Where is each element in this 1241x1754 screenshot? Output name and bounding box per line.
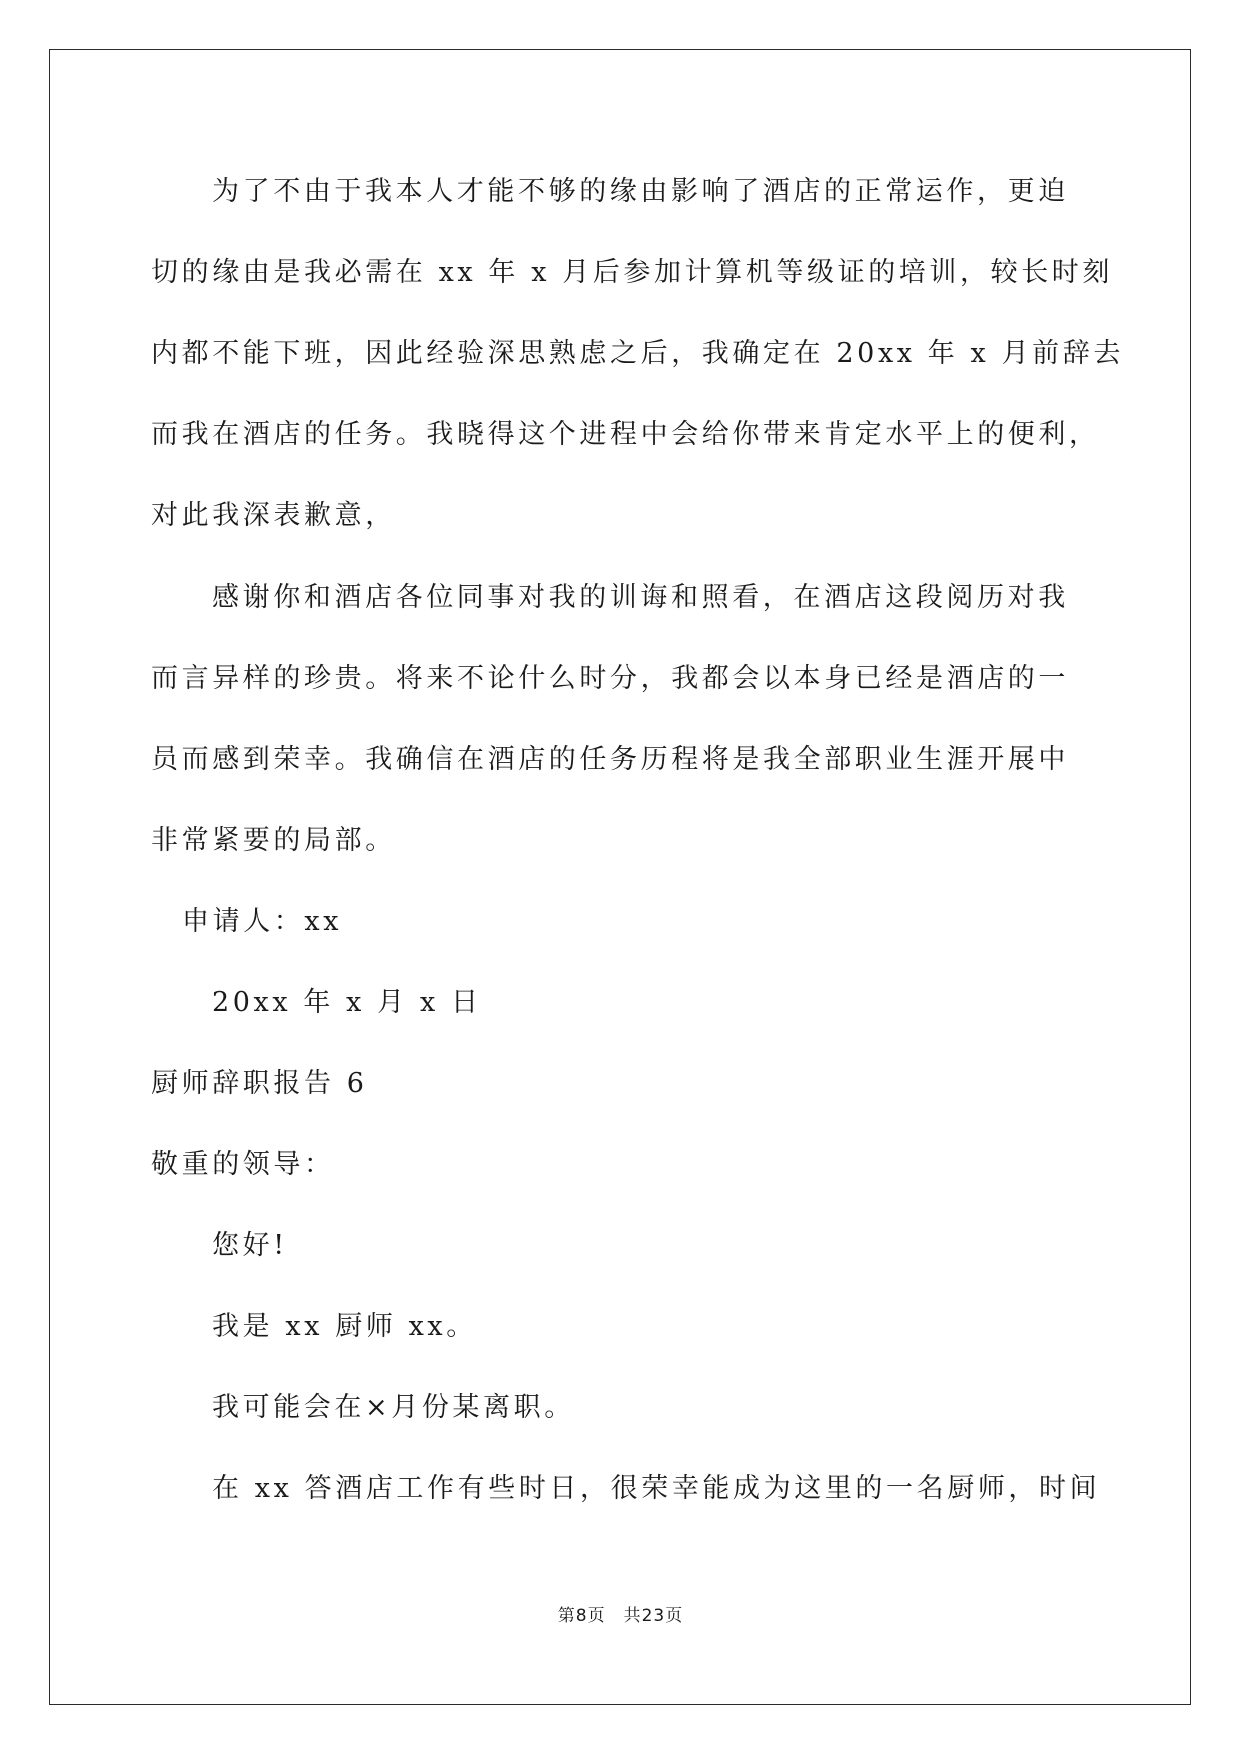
- section-title: 厨师辞职报告 6: [151, 1068, 368, 1099]
- paragraph-line: 员而感到荣幸。我确信在酒店的任务历程将是我全部职业生涯开展中: [151, 744, 1069, 775]
- paragraph-line: 内都不能下班，因此经验深思熟虑之后，我确定在 20xx 年 x 月前辞去: [151, 338, 1124, 369]
- paragraph-line: 为了不由于我本人才能不够的缘由影响了酒店的正常运作，更迫: [212, 176, 1069, 207]
- paragraph-line: 我可能会在×月份某离职。: [212, 1392, 575, 1423]
- page-footer: [0, 1601, 1241, 1626]
- paragraph-line: 非常紧要的局部。: [151, 825, 396, 856]
- greeting: 您好!: [212, 1230, 288, 1261]
- page-frame: [49, 49, 1191, 1705]
- paragraph-line: 我是 xx 厨师 xx。: [212, 1311, 477, 1342]
- paragraph-line: 对此我深表歉意，: [151, 500, 396, 531]
- date-line: 20xx 年 x 月 x 日: [212, 987, 482, 1018]
- current-page: 8: [575, 1606, 588, 1626]
- salutation: 敬重的领导：: [151, 1149, 335, 1180]
- applicant-line: 申请人：xx: [182, 906, 343, 937]
- paragraph-line: 而言异样的珍贵。将来不论什么时分，我都会以本身已经是酒店的一: [151, 663, 1069, 694]
- page-label-prefix: 第: [557, 1606, 576, 1626]
- paragraph-line: 而我在酒店的任务。我晓得这个进程中会给你带来肯定水平上的便利，: [151, 419, 1100, 450]
- paragraph-line: 感谢你和酒店各位同事对我的训诲和照看，在酒店这段阅历对我: [212, 582, 1069, 613]
- page-label-mid: 页: [587, 1606, 606, 1626]
- total-label-suffix: 页: [665, 1606, 684, 1626]
- paragraph-line: 切的缘由是我必需在 xx 年 x 月后参加计算机等级证的培训，较长时刻: [151, 257, 1114, 288]
- total-label-prefix: 共: [623, 1606, 642, 1626]
- paragraph-line: 在 xx 答酒店工作有些时日，很荣幸能成为这里的一名厨师，时间: [212, 1473, 1101, 1504]
- total-pages: 23: [641, 1606, 666, 1626]
